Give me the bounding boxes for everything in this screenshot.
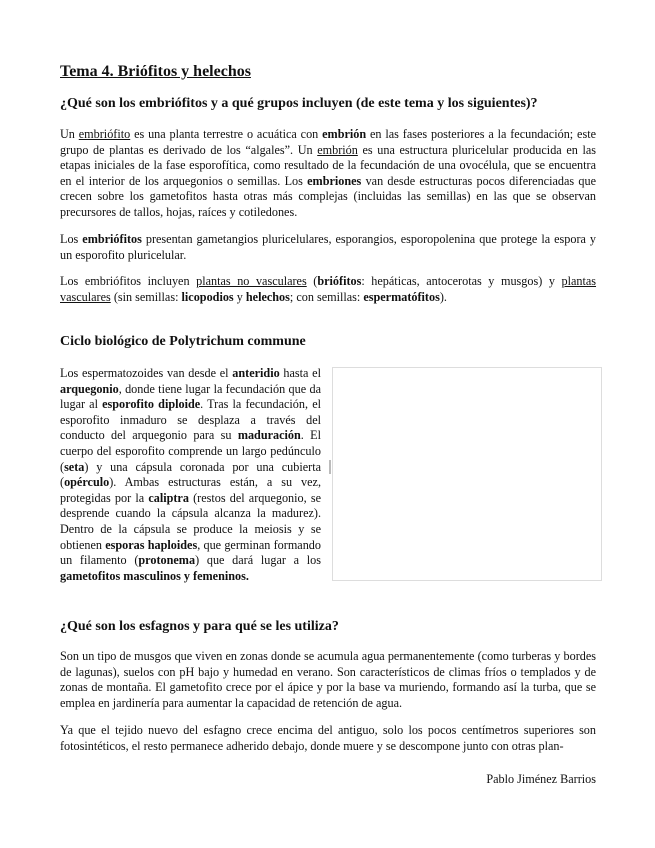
text-run: y	[233, 289, 246, 304]
text-run: , que germinan formando un filamento (	[60, 537, 321, 568]
bold-term-esporas-haploides: esporas haploides	[105, 537, 198, 552]
text-run: es una estructura pluricelular producida en las etapas iniciales de la fase esporofítica, como resultado de la fecundación de una ovocélula, que se encuentra en el interior de los arquegonios o semillas. Los	[60, 142, 596, 188]
figure-edge-mark	[329, 460, 331, 474]
bold-term-maduracion: maduración	[237, 428, 301, 443]
author-name: Pablo Jiménez Barrios	[486, 772, 596, 786]
paragraph-esfagnos-habitat: Son un tipo de musgos que viven en zonas donde se acumula agua permanentemente (como turberas y bordes de lagunas), suelos con pH bajo y humedad en verano. Son característicos de climas fríos o templados y de zonas de montaña. El gametofito crece por el ápice y por la base va muriendo, formando así la turba, que se emplea en jardinería para aumentar la capacidad de retención de agua.	[60, 649, 596, 710]
paragraph-embriofito-definition	[60, 127, 596, 220]
text-run: Los embriófitos incluyen	[60, 274, 197, 288]
text-run: ; con semillas:	[289, 289, 364, 304]
page-title: Tema 4. Briófitos y helechos	[60, 63, 251, 80]
text-run: van desde estructuras pocos diferenciadas que crecen sobre los gametofitos hasta otras más complejas (incluidas las semillas) en las que se observan precursores de tallos, hojas, raíces y cotiledones.	[60, 173, 596, 219]
text-run: (restos del arquegonio, se desprende cuando la cápsula alcanza la madurez). Dentro de la cápsula se produce la meiosis y se obtienen	[60, 490, 321, 552]
bold-term-espermatofitos: espermatófitos	[363, 289, 440, 304]
bold-term-licopodios: licopodios	[181, 289, 234, 304]
section-heading-ciclo: Ciclo biológico de Polytrichum commune	[60, 334, 306, 349]
section-heading-embriofitos: ¿Qué son los embriófitos y a qué grupos incluyen (de este tema y los siguientes)?	[60, 96, 538, 111]
bold-term-seta: seta	[64, 459, 85, 474]
text-run: Los espermatozoides van desde el	[60, 366, 233, 380]
underlined-term-vasculares: plantas vasculares	[60, 274, 597, 304]
bold-term-gametofitos: gametofitos masculinos y femeninos.	[60, 568, 249, 583]
figure-placeholder	[332, 367, 602, 581]
paragraph-embriofitos-features	[60, 232, 596, 263]
bold-term-arquegonio: arquegonio	[60, 381, 119, 396]
text-run: ).	[439, 289, 447, 304]
text-run: . Tras la fecundación, el esporofito inmaduro se desplaza a través del conducto del arquegonio para su	[60, 397, 321, 443]
text-run: (sin semillas:	[110, 289, 182, 304]
bold-term-helechos: helechos	[245, 289, 290, 304]
text-run: : hepáticas, antocerotas y musgos) y	[361, 274, 562, 288]
text-run: hasta el	[279, 366, 321, 380]
text-run: , donde tiene lugar la fecundación que da lugar al	[60, 381, 321, 412]
underlined-term-no-vasculares: plantas no vasculares	[196, 274, 307, 288]
text-run: (	[306, 274, 318, 288]
bold-term-operculo: opérculo	[64, 475, 110, 490]
underlined-term-embrion: embrión	[317, 142, 358, 157]
bold-term-embrion: embrión	[322, 127, 367, 141]
text-run: presentan gametangios pluricelulares, esporangios, esporopolenina que protege la espora y un esporofito pluricelular.	[60, 232, 597, 262]
bold-term-anteridio: anteridio	[232, 366, 280, 380]
text-run: ) y una cápsula coronada por una cubierta (	[60, 459, 321, 490]
bold-term-briofitos: briófitos	[317, 274, 362, 288]
text-run: Los	[60, 232, 83, 246]
bold-term-embriones: embriones	[307, 173, 362, 188]
paragraph-ciclo-biologico	[60, 366, 321, 584]
bold-term-esporofito-diploide: esporofito diploide	[102, 397, 201, 412]
bold-term-embriofitos: embriófitos	[82, 232, 142, 246]
text-run: Un	[60, 127, 79, 141]
bold-term-protonema: protonema	[138, 553, 196, 568]
text-run: . El cuerpo del esporofito comprende un largo pedúnculo (	[60, 428, 321, 474]
section-heading-esfagnos: ¿Qué son los esfagnos y para qué se les utiliza?	[60, 619, 339, 634]
paragraph-embriofitos-groups	[60, 274, 596, 305]
bold-term-caliptra: caliptra	[148, 490, 189, 505]
text-run: es una planta terrestre o acuática con	[130, 127, 323, 141]
paragraph-esfagnos-growth: Ya que el tejido nuevo del esfagno crece encima del antiguo, solo los pocos centímetros superiores son fotosintéticos, el resto permanece adherido debajo, donde muere y se descompone junto con otras plan-	[60, 723, 596, 753]
text-run: ). Ambas estructuras están, a su vez, protegidas por la	[60, 475, 321, 505]
text-run: ) que dará lugar a los	[195, 553, 321, 568]
text-run: en las fases posteriores a la fecundación; este grupo de plantas es derivado de los “algales”. Un	[60, 127, 596, 157]
underlined-term-embriofito: embriófito	[78, 127, 131, 141]
